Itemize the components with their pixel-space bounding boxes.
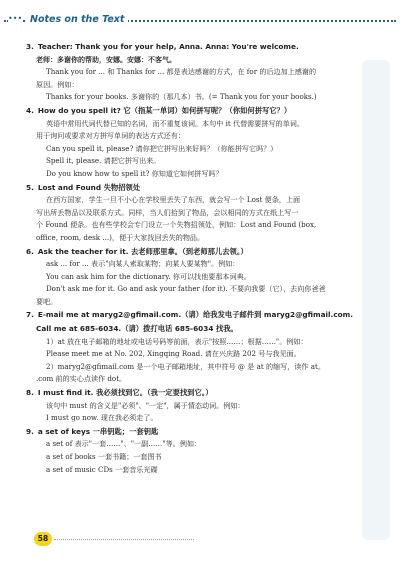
note-title: 9. a set of keys 一串钥匙；一套钥匙 — [26, 426, 159, 436]
header-title: Notes on the Text — [26, 14, 128, 25]
note-title-line-2: Call me at 685-6034.（请）拨打电话 685-6034 找我。 — [36, 324, 238, 334]
note-line: a set of music CDs 一套音乐光碟 — [46, 464, 158, 474]
note-item — [26, 309, 388, 386]
page-header — [0, 0, 402, 40]
note-title: 7. E-mail me at maryg2@gfimail.com.（请）给我发电子邮件到 maryg2@gfimail.com. — [26, 310, 354, 320]
note-line: Thank you for ... 和 Thanks for ... 都是表达感谢的方式，在 for 的后边加上感谢的 — [46, 67, 317, 77]
note-line: Spell it, please. 请把它拼写出来。 — [46, 156, 161, 166]
note-line: You can ask him for the dictionary. 你可以找他要那本词典。 — [46, 271, 251, 281]
note-title: 4. How do you spell it? 它（指某一单词）如何拼写呢？（你如何拼写它？） — [26, 105, 292, 115]
header-bullet-dots: ••• — [8, 14, 23, 23]
footer-dotted-rule — [54, 539, 194, 540]
note-line: ask ... for ... 表示"向某人索取某物；向某人要某物"。例如： — [46, 259, 240, 269]
note-line: 2）maryg2@gfimail.com 是一个电子邮箱地址，其中符号 @ 是 at 的缩写，读作 at。 — [46, 361, 325, 371]
note-item — [26, 246, 388, 309]
note-line: 该句中 must 的含义是"必须"、"一定"，属于情态动词。例如： — [46, 400, 245, 410]
note-line: I must go now. 现在我必须走了。 — [46, 413, 158, 423]
note-line: 个 Found 便条。也有些学校会专门设立一个失物招领处，例如：Lost and Found (box, — [36, 220, 317, 230]
note-line: 英语中常用代词代替已知的名词，而不重复该词。本句中 it 代替需要拼写的单词。 — [46, 118, 304, 128]
page-number: 58 — [34, 532, 52, 546]
note-item — [26, 182, 388, 245]
note-item — [26, 426, 388, 476]
note-title: 5. Lost and Found 失物招领处 — [26, 182, 141, 192]
note-line: Thanks for your books. 多谢你的（那几本）书。(= Thank you for your books.) — [46, 92, 317, 102]
note-title: 8. I must find it. 我必须找到它。（我一定要找到它。） — [26, 388, 213, 398]
note-line: Can you spell it, please? 请你把它拼写出来好吗？（你能拼写它吗？） — [46, 143, 278, 153]
note-line: a set of books 一套书籍；一套图书 — [46, 452, 162, 461]
note-subtitle: 老师：多谢你的帮助，安娜。安娜：不客气。 — [36, 55, 176, 64]
note-item — [26, 105, 388, 181]
note-line: .com 前的实心点读作 dot。 — [36, 374, 127, 384]
note-line: Please meet me at No. 202, Xingqing Road. 请在兴庆路 202 号与我见面。 — [46, 349, 301, 359]
note-line: 要吧。 — [36, 296, 58, 306]
note-title: 6. Ask the teacher for it. 去老师那里拿。（到老师那儿去领。） — [26, 246, 248, 256]
notes-content — [26, 40, 388, 476]
note-line: 1）at 放在电子邮箱的地址或电话号码等前面，表示"按照……；根据……"。例如： — [46, 336, 308, 346]
note-line: 在西方国家，学生一旦不小心在学校里丢失了东西，就会写一个 Lost 便条，上面 — [46, 195, 301, 205]
note-line: Don't ask me for it. Go and ask your father (for it). 不要向我要（它），去向你爸爸 — [46, 284, 326, 294]
note-line: 用于询问或要求对方拼写单词的表达方式还有： — [36, 131, 185, 141]
note-item — [26, 41, 388, 104]
note-line: a set of 表示"一套……"、"一副……"等。例如： — [46, 439, 202, 449]
note-line: 原因。例如： — [36, 79, 79, 89]
note-line: Do you know how to spell it? 你知道它如何拼写吗？ — [46, 168, 223, 178]
note-line: 写出所丢物品以及联系方式。同样，当人们拾到了物品，会以相同的方式在纸上写一 — [36, 207, 299, 217]
note-title: 3. Teacher: Thank you for your help, Anna. Anna: You're welcome. — [26, 42, 299, 51]
note-line: office, room, desk ...)，便于大家找回丢失的物品。 — [36, 232, 205, 242]
note-item — [26, 387, 388, 425]
